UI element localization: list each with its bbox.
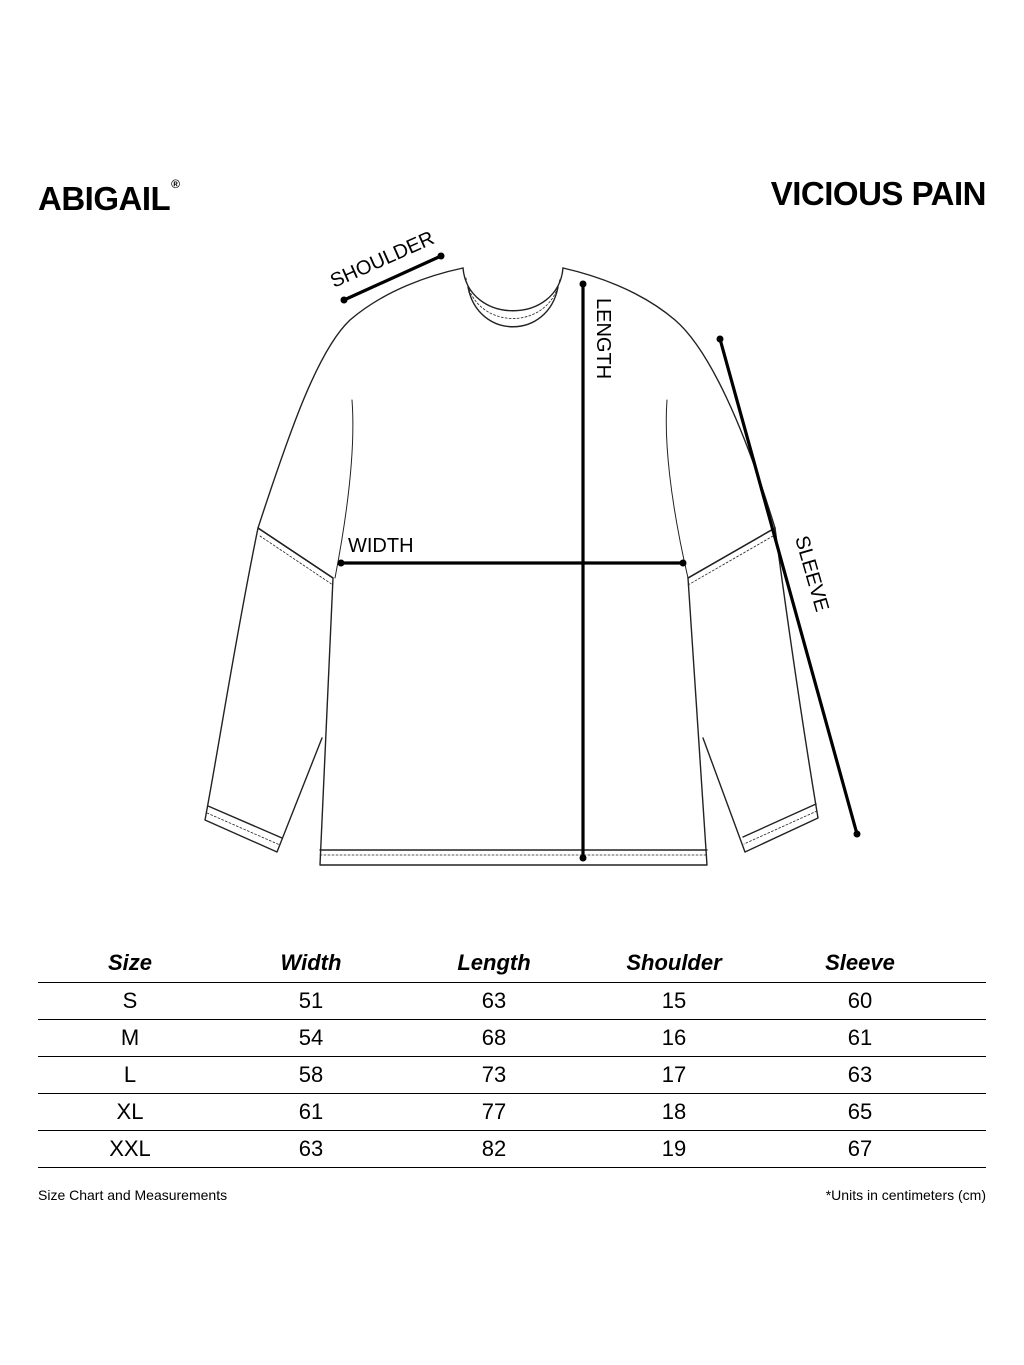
cell-shoulder: 16 — [588, 1020, 760, 1057]
sleeve-label: SLEEVE — [790, 533, 833, 615]
cell-shoulder: 19 — [588, 1131, 760, 1168]
header-spacer — [960, 944, 986, 983]
short-sleeve-hem-right-stitch — [688, 536, 773, 585]
cell-size: XL — [38, 1094, 222, 1131]
table-row — [38, 983, 986, 1020]
shoulder-label: SHOULDER — [327, 227, 438, 293]
cell-width: 54 — [222, 1020, 400, 1057]
header-length: Length — [400, 944, 588, 983]
table-row — [38, 1057, 986, 1094]
cell-spacer — [960, 1131, 986, 1168]
header-size: Size — [38, 944, 222, 983]
table-header-row — [38, 944, 986, 983]
product-title: VICIOUS PAIN — [770, 175, 986, 212]
cell-shoulder: 18 — [588, 1094, 760, 1131]
cell-length: 73 — [400, 1057, 588, 1094]
long-sleeve-right — [703, 528, 818, 852]
sleeve-endpoint-end — [854, 831, 861, 838]
cell-spacer — [960, 983, 986, 1020]
short-sleeve-hem-left — [258, 528, 333, 578]
short-sleeve-hem-left-stitch — [260, 536, 333, 585]
cuff-right — [743, 804, 816, 837]
width-label: WIDTH — [348, 535, 414, 557]
registered-mark: ® — [171, 177, 180, 191]
cell-length: 68 — [400, 1020, 588, 1057]
cuff-right-stitch — [744, 811, 817, 844]
shoulder-endpoint-end — [438, 253, 445, 260]
cell-width: 61 — [222, 1094, 400, 1131]
cell-sleeve: 61 — [760, 1020, 960, 1057]
cell-sleeve: 67 — [760, 1131, 960, 1168]
header-width: Width — [222, 944, 400, 983]
cell-sleeve: 65 — [760, 1094, 960, 1131]
cell-spacer — [960, 1094, 986, 1131]
cell-width: 63 — [222, 1131, 400, 1168]
cell-size: M — [38, 1020, 222, 1057]
brand-name: ABIGAIL — [38, 180, 171, 217]
header-shoulder: Shoulder — [588, 944, 760, 983]
table-row — [38, 1020, 986, 1057]
length-label: LENGTH — [592, 298, 614, 380]
cuff-left — [208, 806, 282, 838]
cell-length: 63 — [400, 983, 588, 1020]
cell-sleeve: 60 — [760, 983, 960, 1020]
table-row — [38, 1131, 986, 1168]
cell-length: 77 — [400, 1094, 588, 1131]
sleeve-measure-line — [720, 339, 857, 834]
cell-length: 82 — [400, 1131, 588, 1168]
length-endpoint-start — [580, 281, 587, 288]
cell-shoulder: 17 — [588, 1057, 760, 1094]
cell-size: L — [38, 1057, 222, 1094]
length-endpoint-end — [580, 855, 587, 862]
header-sleeve: Sleeve — [760, 944, 960, 983]
shoulder-seam-right — [666, 400, 688, 578]
cell-shoulder: 15 — [588, 983, 760, 1020]
table-row — [38, 1094, 986, 1131]
cell-size: XXL — [38, 1131, 222, 1168]
footer-caption: Size Chart and Measurements — [38, 1187, 228, 1203]
short-sleeve-hem-right — [688, 528, 775, 578]
tshirt-body — [258, 268, 775, 865]
size-table — [38, 944, 986, 1168]
cell-width: 51 — [222, 983, 400, 1020]
units-note: *Units in centimeters (cm) — [825, 1187, 986, 1203]
cell-size: S — [38, 983, 222, 1020]
long-sleeve-left — [205, 528, 322, 852]
sleeve-endpoint-start — [717, 336, 724, 343]
cuff-left-stitch — [207, 813, 280, 845]
width-endpoint-start — [338, 560, 345, 567]
shoulder-endpoint-start — [341, 297, 348, 304]
width-endpoint-end — [680, 560, 687, 567]
cell-spacer — [960, 1020, 986, 1057]
cell-sleeve: 63 — [760, 1057, 960, 1094]
cell-spacer — [960, 1057, 986, 1094]
cell-width: 58 — [222, 1057, 400, 1094]
